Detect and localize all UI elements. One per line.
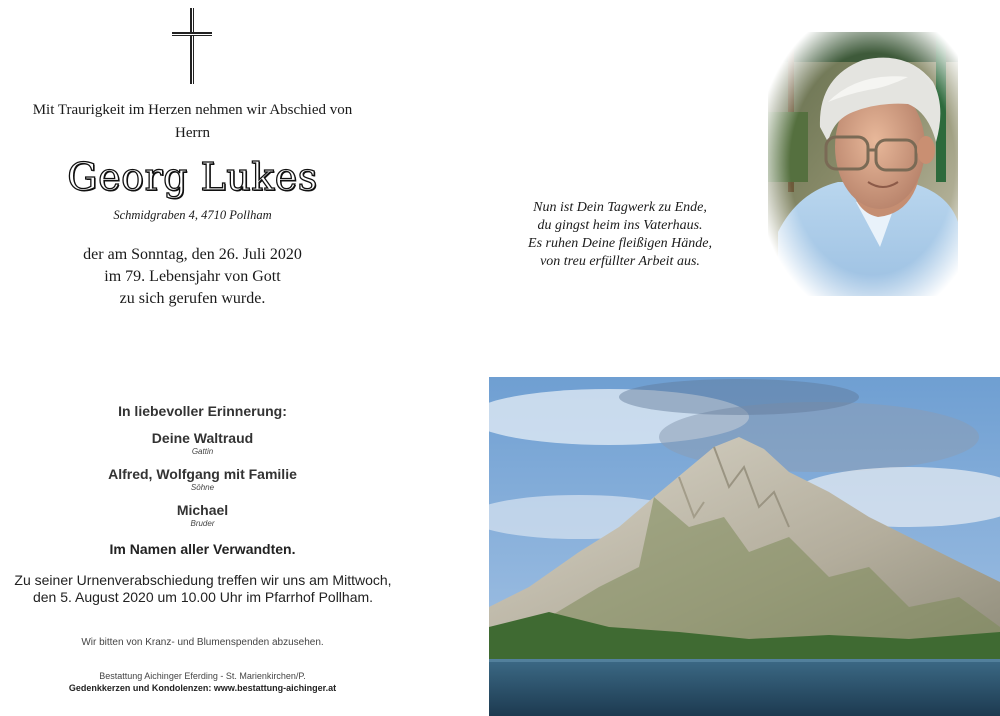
funeral-line: den 5. August 2020 um 10.00 Uhr im Pfarrhof Pollham. (32, 589, 374, 605)
flowers-note: Wir bitten von Kranz- und Blumenspenden abzusehen. (81, 637, 324, 648)
poem-line: von treu erfüllter Arbeit aus. (540, 254, 700, 269)
family-member-relation: Gattin (191, 447, 214, 456)
family-member-name: Deine Waltraud (151, 430, 254, 446)
deceased-name: Georg Lukes (67, 155, 318, 199)
intro-text (10, 99, 375, 145)
poem (505, 199, 735, 271)
memory-title: In liebevoller Erinnerung: (118, 403, 287, 419)
poem-line: du gingst heim ins Vaterhaus. (537, 218, 703, 233)
family-member-relation: Bruder (190, 519, 215, 528)
mountain-lake-photo (489, 377, 1000, 716)
family-member-name: Alfred, Wolfgang mit Familie (108, 466, 297, 482)
intro-line: Herrn (175, 125, 210, 141)
deceased-address: Schmidgraben 4, 4710 Pollham (113, 208, 272, 222)
death-notice (10, 244, 375, 310)
death-notice-line: im 79. Lebensjahr von Gott (104, 268, 281, 285)
family-member-name: Michael (176, 502, 229, 518)
poem-line: Nun ist Dein Tagwerk zu Ende, (533, 200, 707, 215)
death-notice-line: der am Sonntag, den 26. Juli 2020 (83, 246, 302, 263)
funeral-details (8, 572, 398, 606)
closing-line: Im Namen aller Verwandten. (109, 541, 296, 557)
funeral-line: Zu seiner Urnenverabschiedung treffen wir uns am Mittwoch, (14, 572, 392, 588)
poem-line: Es ruhen Deine fleißigen Hände, (528, 236, 712, 251)
family-member-relation: Söhne (190, 483, 215, 492)
portrait-photo (768, 32, 958, 296)
death-notice-line: zu sich gerufen wurde. (119, 290, 266, 307)
cross-icon (172, 8, 212, 86)
intro-line: Mit Traurigkeit im Herzen nehmen wir Abschied von (32, 102, 353, 118)
undertaker-line: Bestattung Aichinger Eferding - St. Marienkirchen/P. (99, 671, 306, 681)
condolence-line: Gedenkkerzen und Kondolenzen: www.bestattung-aichinger.at (68, 683, 337, 693)
